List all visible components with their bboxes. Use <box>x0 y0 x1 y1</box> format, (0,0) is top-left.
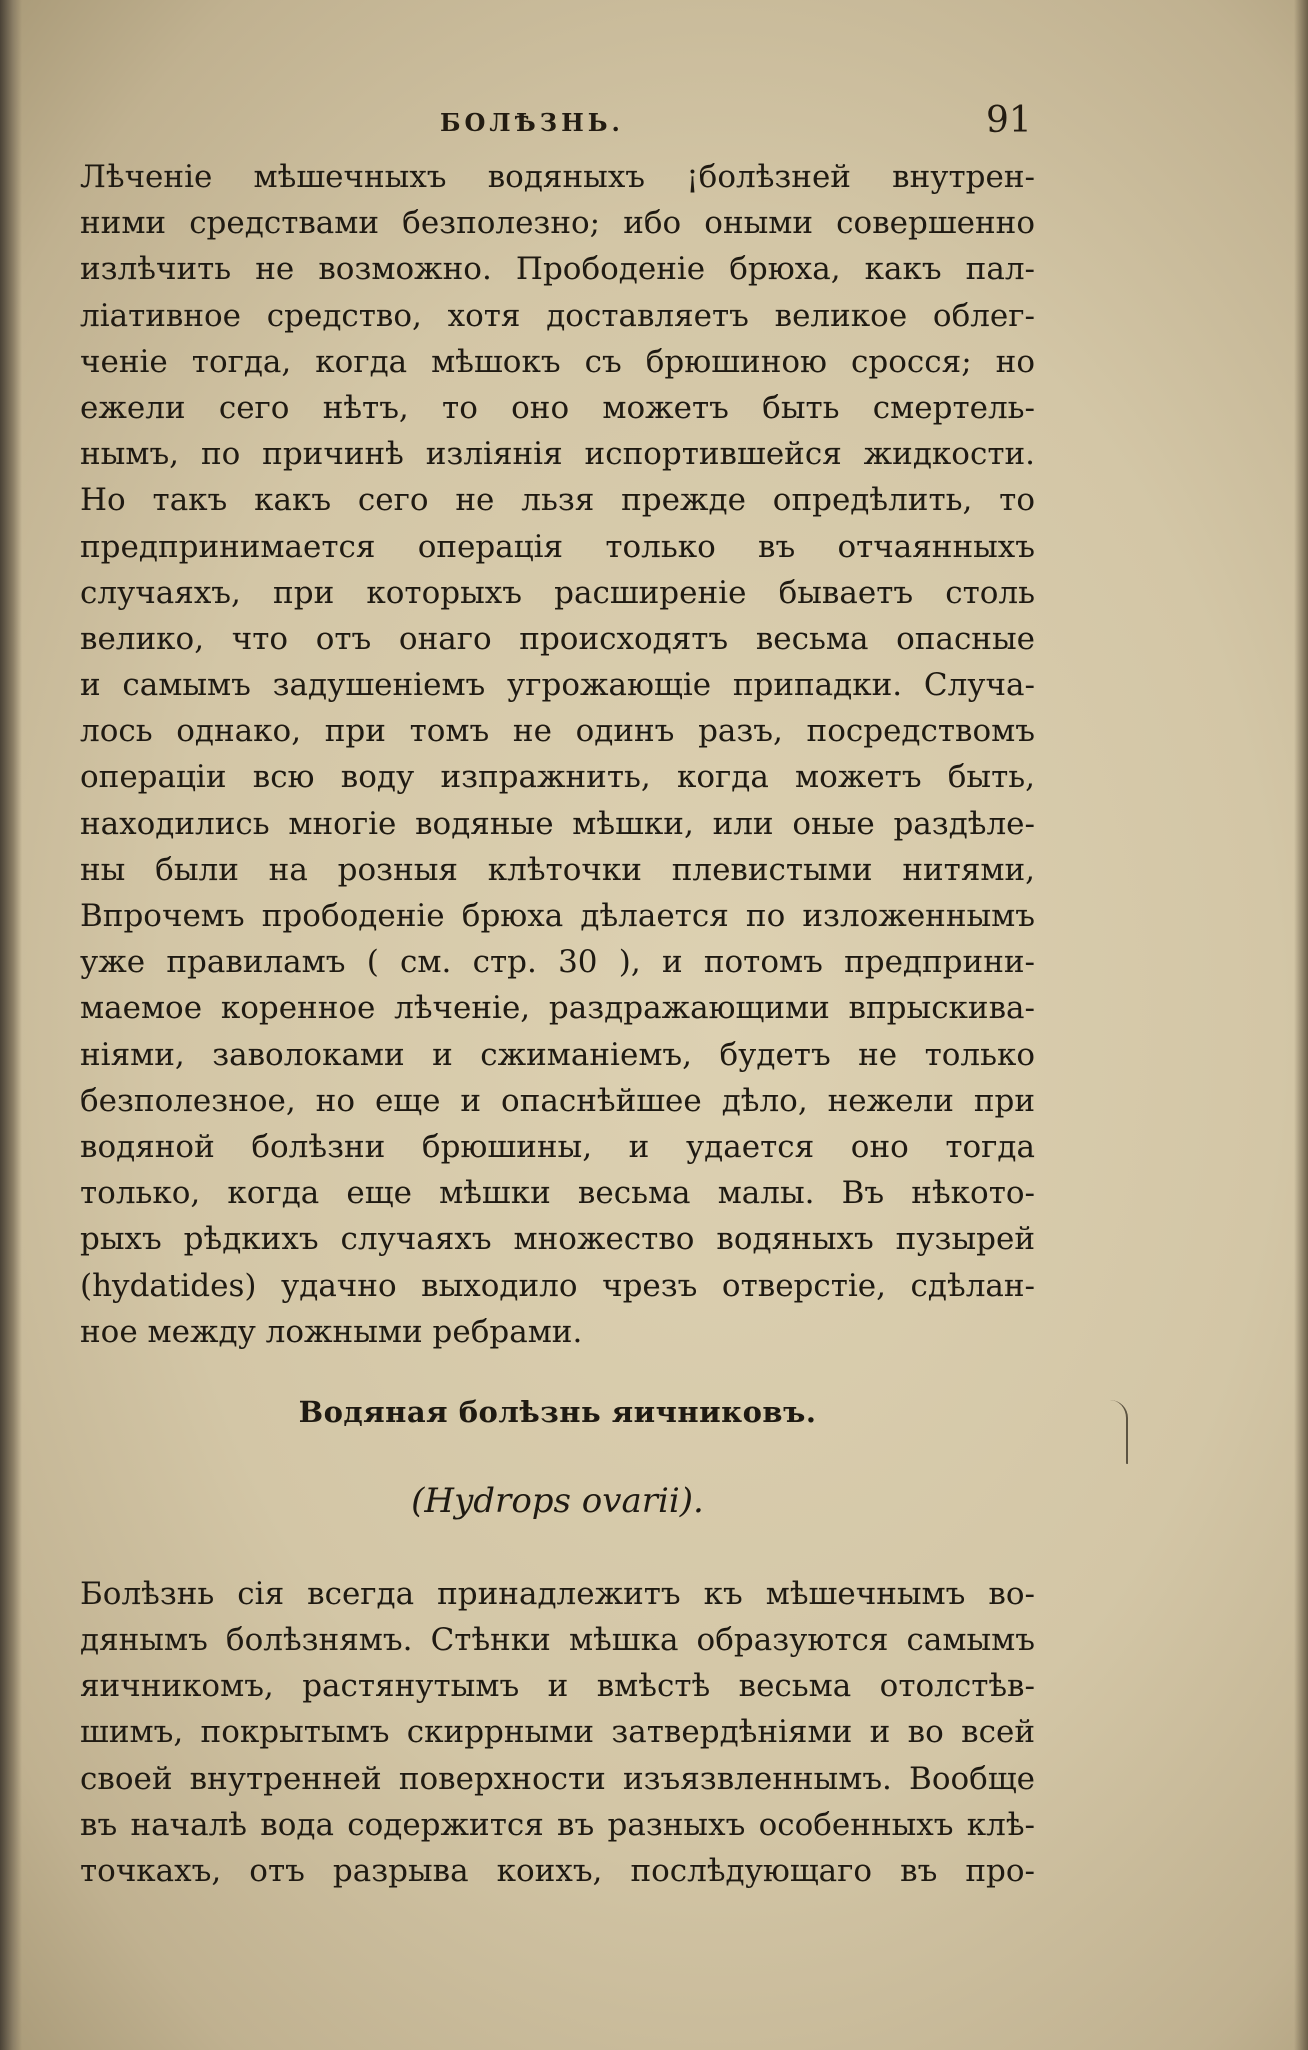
paragraph-ovarian-dropsy <box>80 1571 1035 1894</box>
margin-ink-mark <box>1110 1400 1128 1464</box>
text-line: Болѣзнь сія всегда принадлежитъ къ мѣшечнымъ во- <box>80 1575 1035 1612</box>
page-header <box>0 100 1308 150</box>
text-line: точкахъ, отъ разрыва коихъ, послѣдующаго въ про- <box>80 1853 1035 1889</box>
text-line: ное между ложными ребрами. <box>80 1313 583 1350</box>
text-line: маемое коренное лѣченіе, раздражающими впрыскива- <box>80 990 1035 1027</box>
text-line: велико, что отъ онаго происходятъ весьма опасные <box>80 620 1035 657</box>
running-head: БОЛѢЗНЬ. <box>440 108 624 137</box>
text-line: случаяхъ, при которыхъ расширеніе бываетъ столь <box>80 574 1035 611</box>
text-line: предпринимается операція только въ отчаянныхъ <box>80 528 1035 565</box>
text-line: Лѣченіе мѣшечныхъ водяныхъ ¡болѣзней внутрен- <box>80 159 1035 195</box>
text-line: шимъ, покрытымъ скиррными затвердѣніями и во всей <box>80 1714 1035 1751</box>
text-line: Впрочемъ прободеніе брюха дѣлается по изложеннымъ <box>80 898 1035 934</box>
text-line: и самымъ задушеніемъ угрожающіе припадки. Случа- <box>80 667 1035 704</box>
text-line: уже правиламъ ( см. стр. 30 ), и потомъ предприни- <box>80 944 1035 981</box>
text-line: Но такъ какъ сего не льзя прежде опредѣлить, то <box>80 482 1035 519</box>
text-line: ны были на розныя клѣточки плевистыми нитями, <box>80 851 1035 888</box>
latin-subheading <box>80 1475 1035 1527</box>
page-edge-shadow <box>1294 0 1308 2050</box>
paragraph-treatment <box>80 154 1035 1355</box>
text-line: безполезное, но еще и опаснѣйшее дѣло, нежели при <box>80 1082 1035 1119</box>
text-line: своей внутренней поверхности изъязвленнымъ. Вообще <box>80 1760 1035 1797</box>
binding-gutter <box>0 0 22 2050</box>
text-line: операціи всю воду изпражнить, когда можетъ быть, <box>80 759 1035 796</box>
text-line: дянымъ болѣзнямъ. Стѣнки мѣшка образуются самымъ <box>80 1622 1035 1659</box>
text-line: яичникомъ, растянутымъ и вмѣстѣ весьма отолстѣв- <box>80 1668 1035 1705</box>
text-line: водяной болѣзни брюшины, и удается оно тогда <box>80 1128 1035 1165</box>
text-line: ежели сего нѣтъ, то оно можетъ быть смертель- <box>80 389 1035 426</box>
text-line: находились многіе водяные мѣшки, или оные раздѣле- <box>80 805 1035 842</box>
text-line: излѣчить не возможно. Прободеніе брюха, какъ пал- <box>80 251 1035 288</box>
text-line: ченіе тогда, когда мѣшокъ съ брюшиною сросся; но <box>80 343 1035 380</box>
text-line: лось однако, при томъ не одинъ разъ, посредствомъ <box>80 713 1035 750</box>
section-heading: Водяная болѣзнь яичниковъ. <box>298 1394 817 1429</box>
text-line: въ началѣ вода содержится въ разныхъ особенныхъ клѣ- <box>80 1806 1035 1843</box>
text-line: (hydatides) удачно выходило чрезъ отверстіе, сдѣлан- <box>80 1267 1035 1304</box>
text-line: ними средствами безполезно; ибо оными совершенно <box>80 205 1035 242</box>
text-line: рыхъ рѣдкихъ случаяхъ множество водяныхъ пузырей <box>80 1221 1035 1258</box>
text-line: ніями, заволоками и сжиманіемъ, будетъ не только <box>80 1036 1035 1073</box>
latin-subheading-text: (Hydrops ovarii). <box>411 1480 704 1521</box>
text-line: нымъ, по причинѣ изліянія испортившейся жидкости. <box>80 436 1035 473</box>
page-number: 91 <box>986 100 1032 141</box>
body-text <box>80 154 1035 1894</box>
text-line: ліативное средство, хотя доставляетъ великое облег- <box>80 297 1035 334</box>
text-line: только, когда еще мѣшки весьма малы. Въ нѣкото- <box>80 1175 1035 1212</box>
